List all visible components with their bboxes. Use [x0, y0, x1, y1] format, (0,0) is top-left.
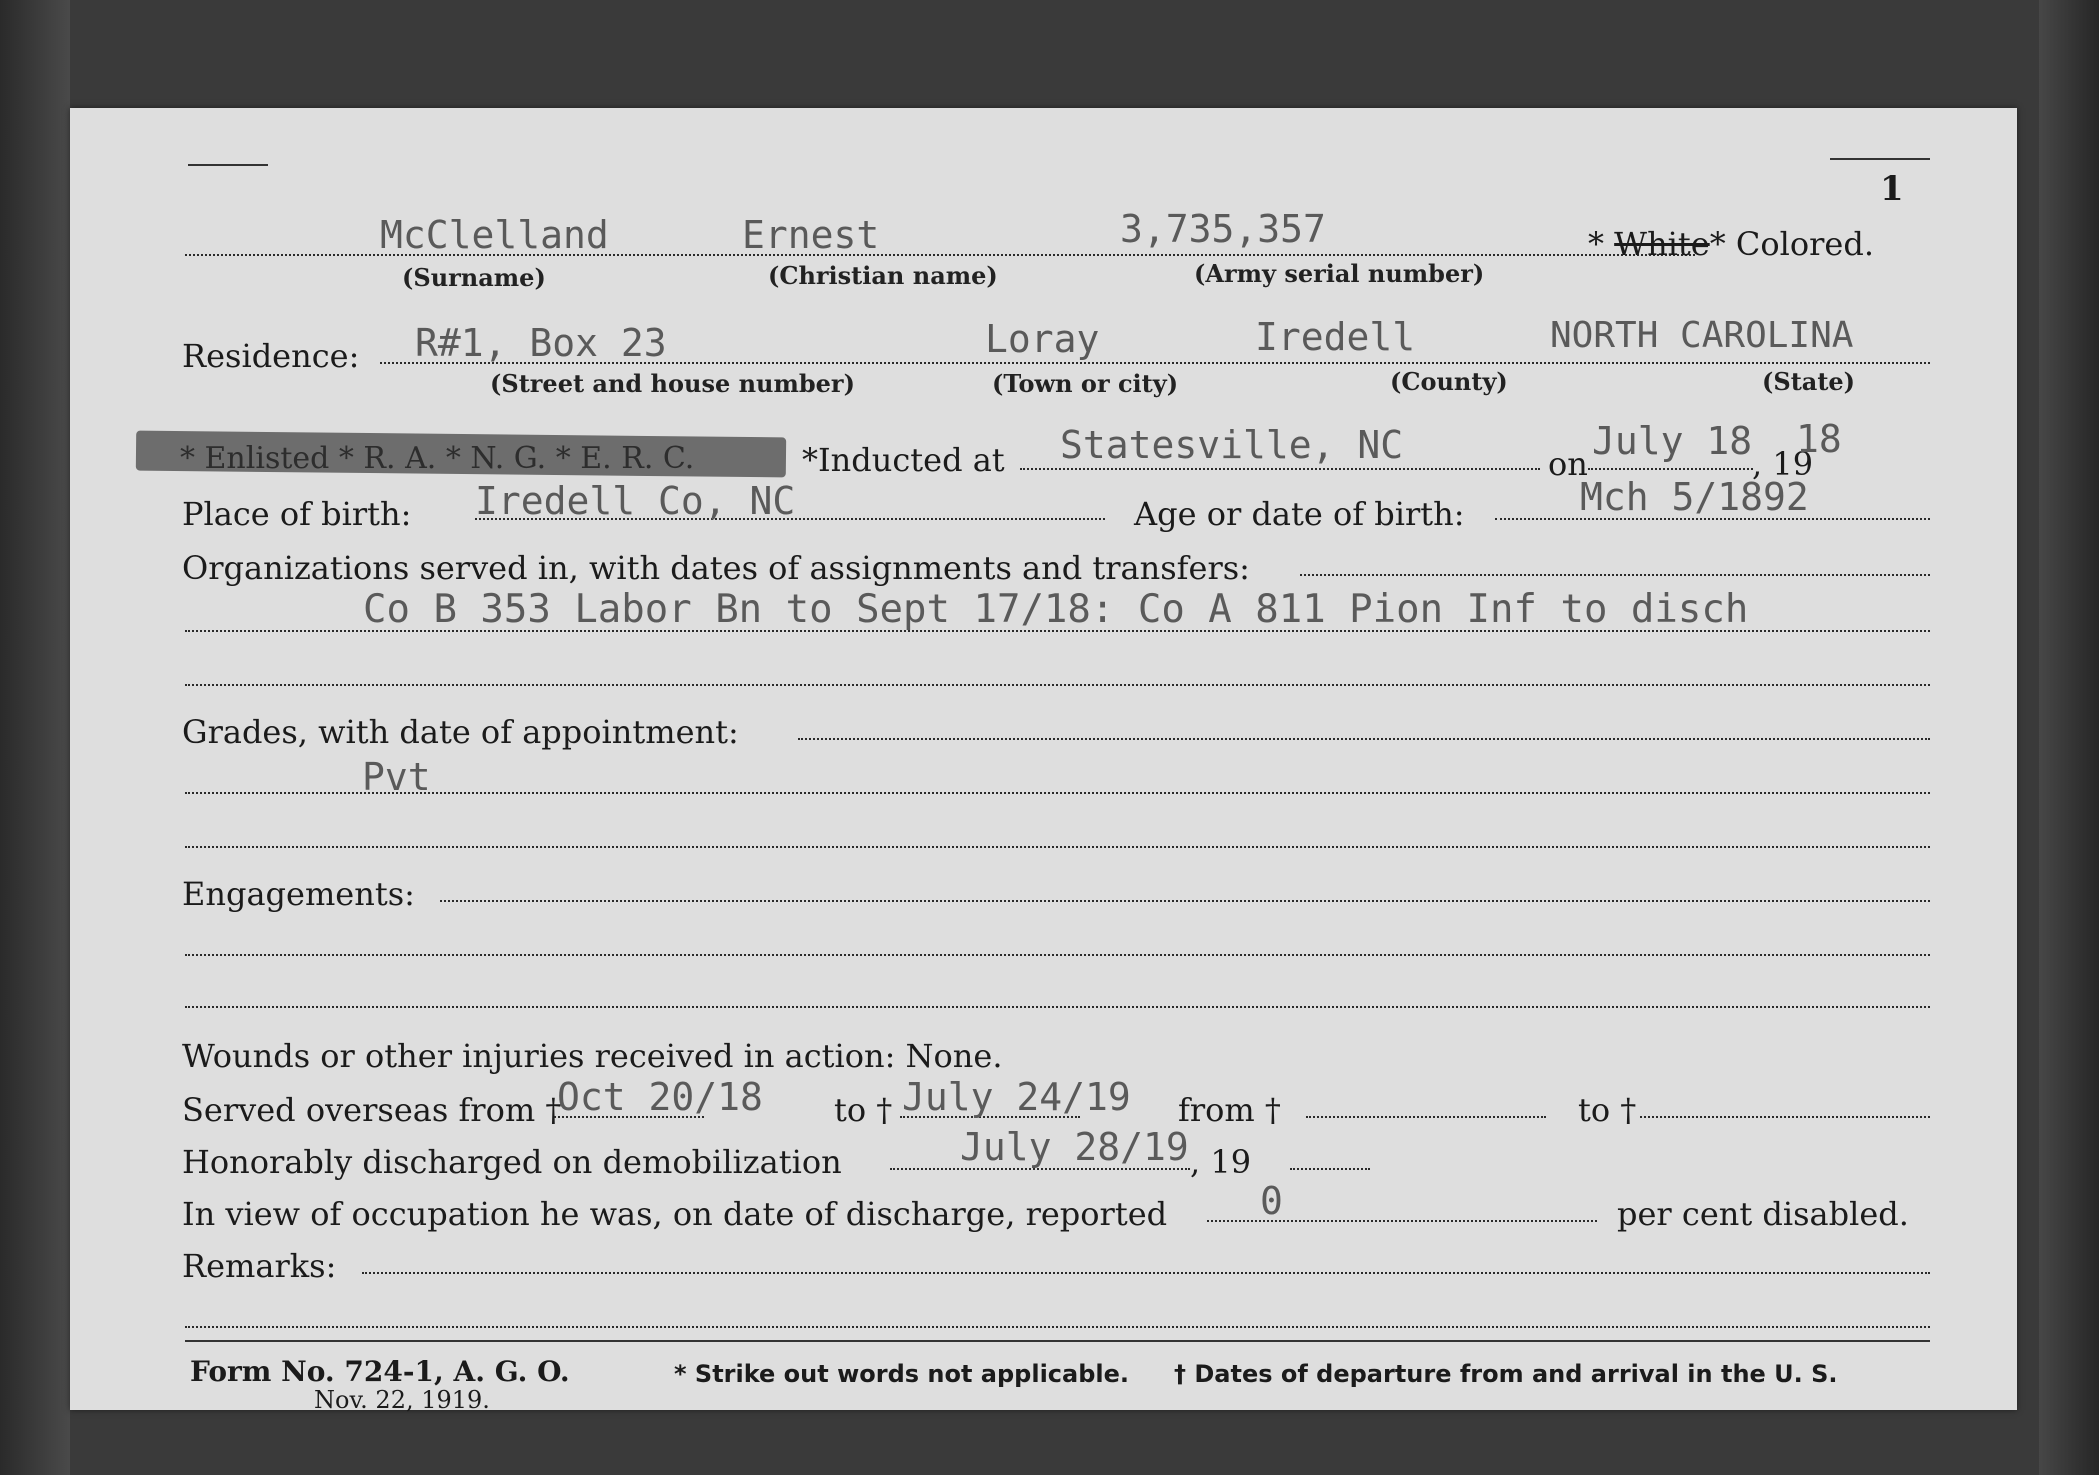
- residence-street-value: R#1, Box 23: [415, 321, 667, 365]
- remarks-line-1: [362, 1272, 1930, 1274]
- scan-border-left: [0, 0, 70, 1475]
- overseas-to2-line: [1640, 1116, 1930, 1118]
- race-struck: White: [1614, 225, 1710, 263]
- engagements-line-3: [185, 1006, 1930, 1008]
- christian-name-value: Ernest: [742, 213, 880, 257]
- race-prefix: *: [1588, 225, 1615, 263]
- footer-note-dates: † Dates of departure from and arrival in the U. S.: [1174, 1360, 1838, 1388]
- street-caption: (Street and house number): [490, 369, 855, 398]
- grades-line-2: [185, 792, 1930, 794]
- wounds-label: Wounds or other injuries received in action: None.: [182, 1037, 1003, 1075]
- serial-number-value: 3,735,357: [1120, 207, 1326, 251]
- induction-year-prefix: , 19: [1752, 445, 1814, 483]
- enlisted-struck-text: * Enlisted * R. A. * N. G. * E. R. C.: [180, 441, 695, 476]
- residence-county-value: Iredell: [1255, 315, 1416, 359]
- disability-label: In view of occupation he was, on date of discharge, reported: [182, 1195, 1168, 1233]
- race-field: [1588, 225, 1875, 263]
- grades-line-3: [185, 846, 1930, 848]
- surname-value: McClelland: [380, 213, 609, 257]
- top-left-rule: [188, 164, 268, 166]
- birth-place-value: Iredell Co, NC: [475, 479, 796, 523]
- surname-caption: (Surname): [402, 263, 546, 292]
- state-caption: (State): [1762, 367, 1856, 396]
- discharge-date-value: July 28/19: [960, 1125, 1189, 1169]
- top-right-rule: [1830, 158, 1930, 160]
- induction-date-line: [1588, 468, 1753, 470]
- residence-label: Residence:: [182, 337, 360, 375]
- induction-place-value: Statesville, NC: [1060, 423, 1404, 467]
- grades-value: Pvt: [362, 755, 431, 799]
- overseas-from-value: Oct 20/18: [557, 1075, 763, 1119]
- town-caption: (Town or city): [992, 369, 1179, 398]
- footer-rule: [185, 1340, 1930, 1342]
- organizations-value: Co B 353 Labor Bn to Sept 17/18: Co A 811 Pion Inf to disch: [363, 587, 1749, 632]
- overseas-to-value: July 24/19: [902, 1075, 1131, 1119]
- induction-date-value: July 18: [1592, 419, 1753, 463]
- birth-date-value: Mch 5/1892: [1580, 475, 1809, 519]
- induction-year-value: 18: [1796, 417, 1842, 461]
- on-label: on: [1548, 445, 1588, 483]
- footer-note-strike: * Strike out words not applicable.: [674, 1360, 1130, 1388]
- age-label: Age or date of birth:: [1134, 495, 1465, 533]
- discharge-year-label: , 19: [1190, 1143, 1252, 1181]
- remarks-line-2: [185, 1326, 1930, 1328]
- engagements-line-2: [185, 954, 1930, 956]
- grades-label: Grades, with date of appointment:: [182, 713, 739, 751]
- disability-value: 0: [1260, 1179, 1283, 1223]
- engagements-label: Engagements:: [182, 875, 415, 913]
- county-caption: (County): [1390, 367, 1508, 396]
- race-selected: * Colored.: [1709, 225, 1875, 263]
- induction-place-line: [1020, 468, 1540, 470]
- card-number: 1: [1880, 169, 1904, 209]
- discharge-label: Honorably discharged on demobilization: [182, 1143, 842, 1181]
- birth-place-label: Place of birth:: [182, 495, 412, 533]
- overseas-from2-line: [1306, 1116, 1546, 1118]
- inducted-label: *Inducted at: [802, 441, 1005, 479]
- form-number: Form No. 724-1, A. G. O.: [190, 1355, 570, 1388]
- organizations-label: Organizations served in, with dates of assignments and transfers:: [182, 549, 1250, 587]
- engagements-line-1: [440, 900, 1930, 902]
- overseas-to2-label: to †: [1578, 1091, 1637, 1129]
- overseas-label: Served overseas from †: [182, 1091, 562, 1129]
- overseas-from2-label: from †: [1178, 1091, 1281, 1129]
- residence-town-value: Loray: [985, 317, 1100, 361]
- discharge-year-line: [1290, 1168, 1370, 1170]
- organizations-line-1: [1300, 574, 1930, 576]
- service-record-card: [70, 108, 2017, 1414]
- grades-line-1: [798, 738, 1930, 740]
- residence-state-value: NORTH CAROLINA: [1550, 315, 1854, 356]
- organizations-line-3: [185, 684, 1930, 686]
- serial-caption: (Army serial number): [1194, 259, 1485, 288]
- christian-name-caption: (Christian name): [768, 261, 998, 290]
- disability-suffix: per cent disabled.: [1617, 1195, 1909, 1233]
- remarks-label: Remarks:: [182, 1247, 337, 1285]
- form-date: Nov. 22, 1919.: [314, 1386, 490, 1414]
- scan-border-right: [2039, 0, 2099, 1475]
- overseas-to-label: to †: [834, 1091, 893, 1129]
